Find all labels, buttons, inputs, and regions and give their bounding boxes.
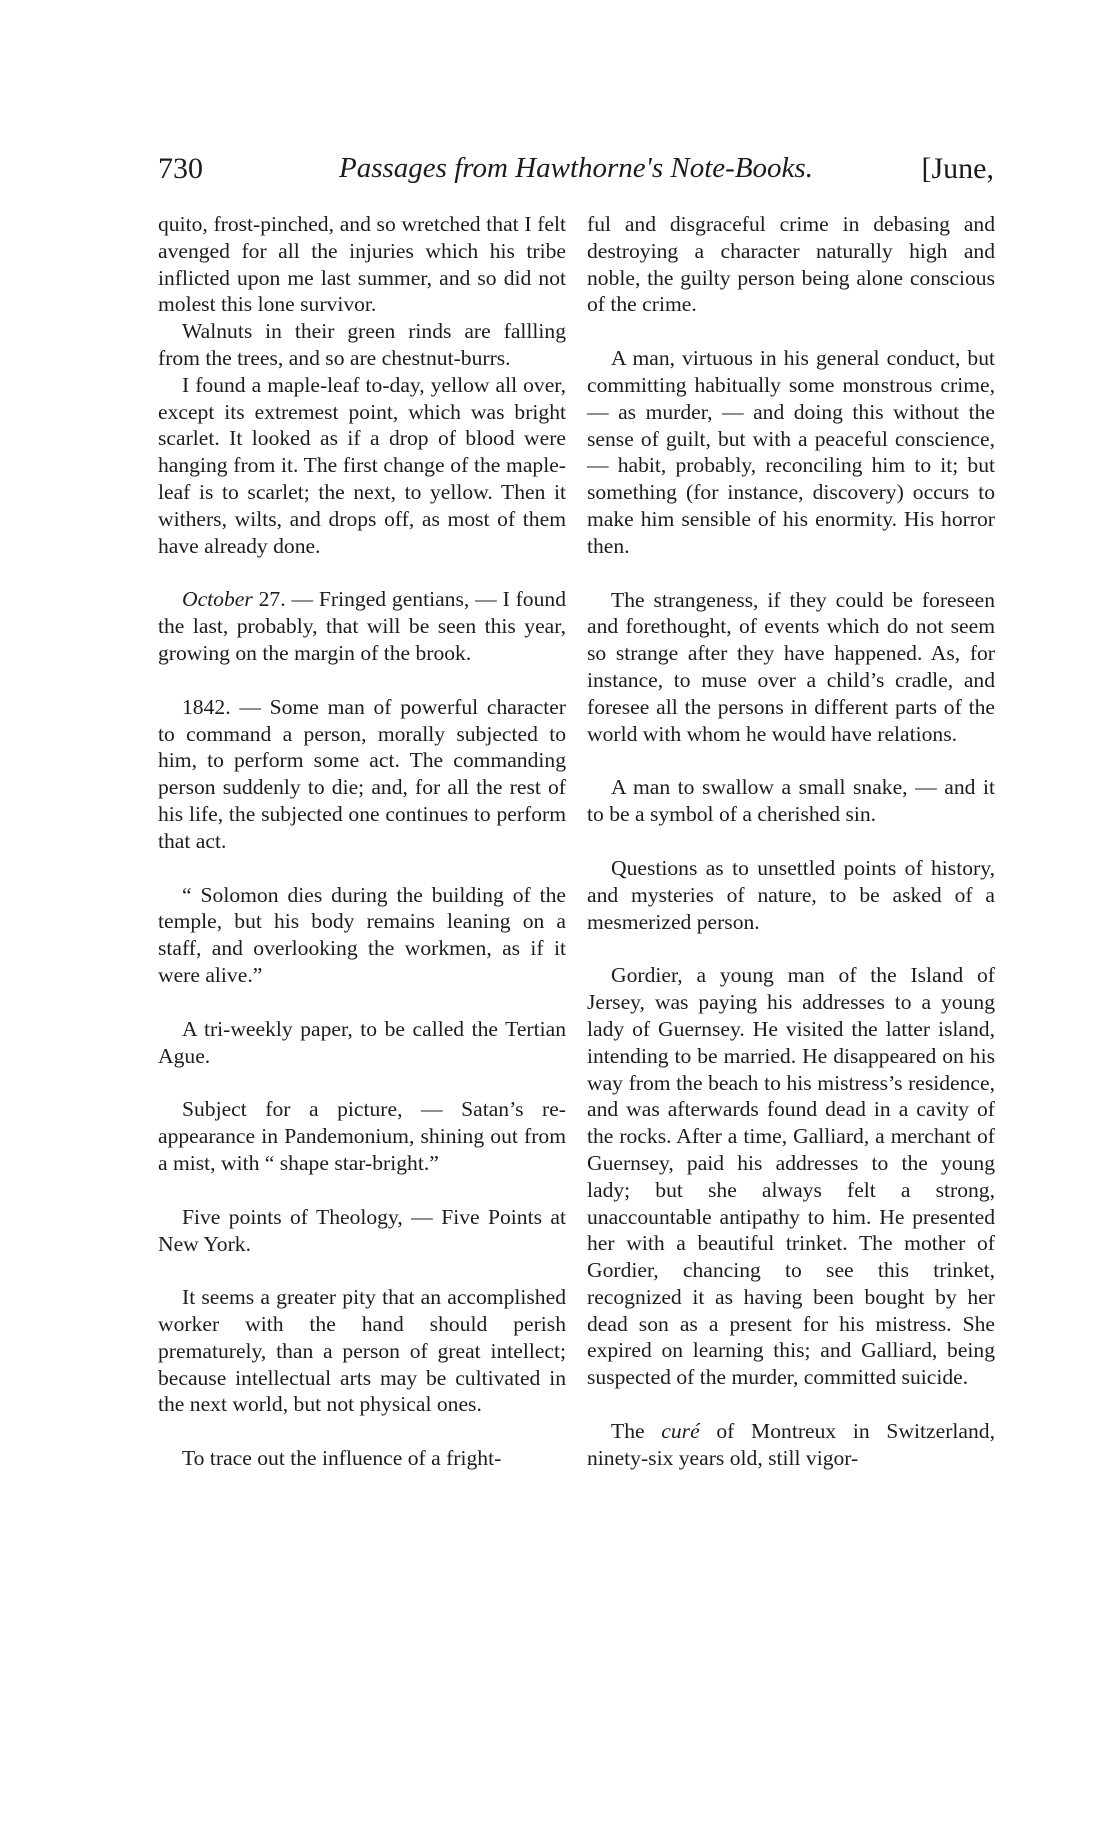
paragraph: quito, frost-pinched, and so wretched that I felt avenged for all the injuries which his tribe inflicted upon me last summer, and so did not molest this lone survivor. xyxy=(158,212,566,317)
paragraph: “ Solomon dies during the building of the temple, but his body remains leaning on a staff, and overlooking the workmen, as if it were alive.” xyxy=(158,882,566,987)
paragraph: ful and disgraceful crime in debasing and destroying a character naturally high and noble, the guilty person being alone conscious of the crime. xyxy=(587,212,995,317)
paragraph: It seems a greater pity that an accomplished worker with the hand should perish prematurely, than a person of great intellect; because intellectual arts may be cultivated in the next world, but not physical ones. xyxy=(158,1285,566,1417)
paragraph: A tri-weekly paper, to be called the Tertian Ague. xyxy=(158,1016,566,1068)
entry-text: 27. — Fringed gentians, — I found the last, probably, that will be seen this year, growing on the margin of the brook. xyxy=(158,587,566,665)
running-date: [June, xyxy=(921,152,994,185)
entry-lead: The xyxy=(611,1419,662,1444)
paragraph: I found a maple-leaf to-day, yellow all over, except its extremest point, which was bright scarlet. It looked as if a drop of blood were hanging from it. The first change of the maple-leaf is to scarlet; the next, to yellow. Then it withers, wilts, and drops off, as most of them have already done. xyxy=(158,372,566,558)
running-title: Passages from Hawthorne's Note-Books. xyxy=(339,152,813,184)
paragraph: The strangeness, if they could be foreseen and forethought, of events which do not seem so strange after they have happened. As, for instance, to muse over a child’s cradle, and foresee all the persons in different parts of the world with whom he would have relations. xyxy=(587,587,995,746)
dated-entry xyxy=(158,586,566,666)
paragraph: Subject for a picture, — Satan’s reappearance in Pandemonium, shining out from a mist, with “ shape star-bright.” xyxy=(158,1097,566,1175)
paragraph: A man, virtuous in his general conduct, but committing habitually some monstrous crime, — as murder, — and doing this without the sense of guilt, but with a peaceful conscience, — habit, probably, reconciling him to it; but something (for instance, discovery) occurs to make him sensible of his enormity. His horror then. xyxy=(587,346,995,558)
paragraph: A man to swallow a small snake, — and it to be a symbol of a cherished sin. xyxy=(587,775,995,827)
entry-text: of Montreux in Switzerland, ninety-six years old, still vigor- xyxy=(587,1419,995,1470)
page-header xyxy=(158,152,994,196)
paragraph xyxy=(587,1418,995,1472)
paragraph: 1842. — Some man of powerful character to command a person, morally subjected to him, to perform some act. The commanding person suddenly to die; and, for all the rest of his life, the subjected one continues to perform that act. xyxy=(158,694,566,853)
page-number: 730 xyxy=(158,152,203,185)
italic-word: curé xyxy=(661,1419,700,1444)
paragraph: Gordier, a young man of the Island of Jersey, was paying his addresses to a young lady of Guernsey. He visited the latter island, intending to be married. He disappeared on his way from the beach to his mistress’s residence, and was afterwards found dead in a cavity of the rocks. After a time, Galliard, a merchant of Guernsey, paid his addresses to the young lady; but she always felt a strong, unaccountable antipathy to him. He presented her with a beautiful trinket. The mother of Gordier, chancing to see this trinket, recognized it as having been bought by her dead son as a present for his mistress. She expired on learning this; and Galliard, being suspected of the murder, committed suicide. xyxy=(587,963,995,1390)
entry-date-label: October xyxy=(182,587,253,612)
paragraph: Five points of Theology, — Five Points at New York. xyxy=(158,1204,566,1256)
left-column xyxy=(158,211,566,1472)
paragraph: Questions as to unsettled points of history, and mysteries of nature, to be asked of a mesmerized person. xyxy=(587,855,995,934)
paragraph: To trace out the influence of a fright- xyxy=(182,1446,502,1471)
right-column xyxy=(587,211,995,1472)
paragraph: Walnuts in their green rinds are fallling from the trees, and so are chestnut-burrs. xyxy=(158,319,566,370)
